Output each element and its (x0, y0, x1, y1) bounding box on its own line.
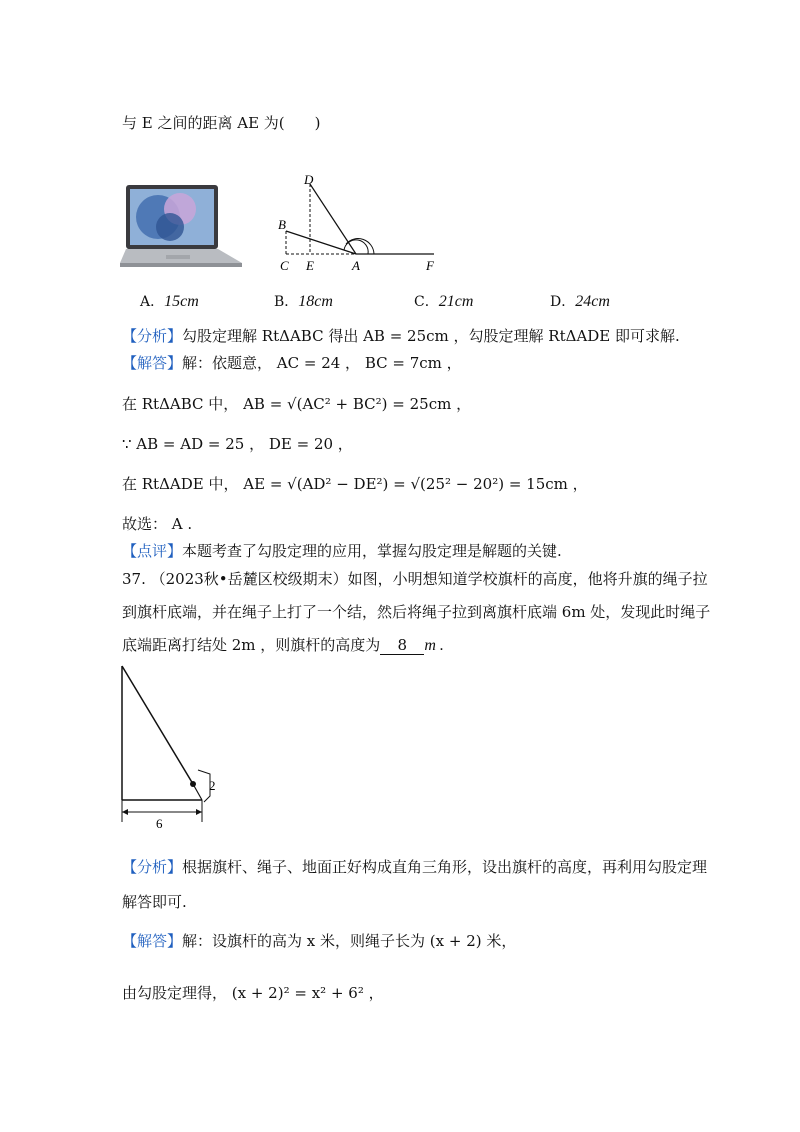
label-A: A (352, 258, 360, 273)
knot-dot (190, 781, 196, 787)
answer-tag: 【解答】 (122, 932, 183, 950)
laptop-image (120, 183, 246, 271)
label-F: F (426, 258, 434, 273)
q37-stem-line-3: 底端距离打结处 2m ，则旗杆的高度为 8 m . (122, 636, 444, 654)
option-b: B．18cm (274, 293, 333, 310)
analysis-tag: 【分析】 (122, 858, 183, 876)
q36-answer-line-3: ∵ AB = AD = 25 ， DE = 20 ， (122, 435, 353, 453)
q36-continuation-line: 与 E 之间的距离 AE 为( ) (122, 114, 321, 132)
q37-analysis-line-1: 【分析】根据旗杆、绳子、地面正好构成直角三角形，设出旗杆的高度，再利用勾股定理 (122, 858, 708, 876)
q36-answer-line-5: 故选： A . (122, 515, 193, 533)
q37-stem-line-2: 到旗杆底端，并在绳子上打了一个结，然后将绳子拉到离旗杆底端 6m 处，发现此时绳子 (122, 603, 711, 621)
label-2: 2 (209, 778, 216, 793)
label-C: C (280, 258, 289, 273)
label-6: 6 (156, 816, 163, 831)
label-D: D (304, 172, 314, 187)
analysis-tag: 【分析】 (122, 327, 183, 345)
q36-comment: 【点评】本题考查了勾股定理的应用，掌握勾股定理是解题的关键. (122, 542, 562, 560)
option-a: A．15cm (140, 293, 199, 310)
segment-BA (286, 231, 356, 254)
rope-line (122, 666, 193, 784)
comment-tag: 【点评】 (122, 542, 183, 560)
answer-blank: 8 (380, 636, 424, 655)
q37-answer-line-2: 由勾股定理得， (x + 2)² = x² + 6² ， (122, 984, 384, 1002)
q36-analysis: 【分析】勾股定理解 RtΔABC 得出 AB = 25cm ，勾股定理解 RtΔADE 即可求解. (122, 327, 680, 345)
q36-answer-line-1: 【解答】解：依题意， AC = 24 ， BC = 7cm ， (122, 354, 462, 372)
segment-DA (310, 184, 356, 254)
q37-analysis-line-2: 解答即可. (122, 893, 187, 911)
label-E: E (306, 258, 314, 273)
q37-stem-line-1: 37. （2023秋•岳麓区校级期末）如图，小明想知道学校旗杆的高度，他将升旗的绳子拉 (122, 570, 708, 588)
label-B: B (278, 217, 286, 232)
flagpole-figure (112, 662, 232, 832)
q36-answer-line-2: 在 RtΔABC 中， AB = √(AC² + BC²) = 25cm ， (122, 395, 472, 413)
geometry-figure (274, 172, 444, 274)
option-d: D．24cm (550, 293, 610, 310)
answer-tag: 【解答】 (122, 354, 183, 372)
q36-answer-line-4: 在 RtΔADE 中， AE = √(AD² − DE²) = √(25² − 20²) = 15cm ， (122, 475, 588, 493)
option-c: C．21cm (414, 293, 474, 310)
q37-answer-line-1: 【解答】解：设旗杆的高为 x 米，则绳子长为 (x + 2) 米， (122, 932, 517, 950)
